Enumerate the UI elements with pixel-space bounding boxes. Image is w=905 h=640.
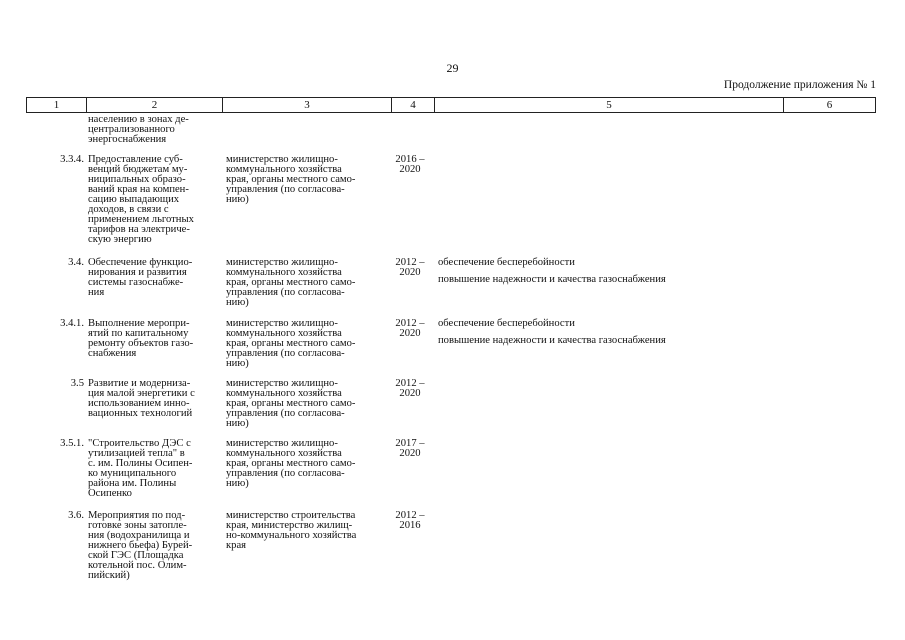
header-col-2: 2	[87, 98, 223, 112]
row-6-period: 2012 – 2016	[395, 510, 425, 531]
header-col-4: 4	[392, 98, 435, 112]
row-2-period: 2012 – 2020	[395, 257, 425, 278]
row-3-period: 2012 – 2020	[395, 318, 425, 339]
row-2-name: Обеспечение функцио- нирования и развития системы газоснабже- ния	[88, 257, 193, 298]
header-col-6: 6	[826, 99, 833, 111]
page-number: 29	[446, 61, 459, 75]
row-3-name: Выполнение меропри- ятий по капитальному ремонту объектов газо- снабжения	[88, 318, 194, 359]
row-4-name: Развитие и модерниза- ция малой энергетики с использованием инно- вационных технологий	[88, 378, 195, 419]
row-1-period: 2016 – 2020	[395, 154, 425, 175]
row-5-period: 2017 – 2020	[395, 438, 425, 459]
table-header	[26, 97, 876, 113]
row-3-executor: министерство жилищно- коммунального хозяйства края, органы местного само- управления (по согласова- нию)	[226, 318, 356, 369]
row-5-number: 3.5.1.	[60, 438, 84, 449]
header-col-1: 1	[27, 98, 87, 112]
row-6-name: Мероприятия по под- готовке зоны затопле- ния (водохранилища и нижнего бьефа) Бурей- ской ГЭС (Площадка котельной пос. Олим- пийский)	[88, 510, 193, 581]
row-5-executor: министерство жилищно- коммунального хозяйства края, органы местного само- управления (по согласова- нию)	[226, 438, 356, 489]
row-3-number: 3.4.1.	[60, 318, 84, 329]
row-1-number: 3.3.4.	[60, 154, 84, 165]
row-4-number: 3.5	[70, 378, 84, 389]
row-0-name: населению в зонах де- централизованного энергоснабжения	[88, 114, 189, 145]
row-4-executor: министерство жилищно- коммунального хозяйства края, органы местного само- управления (по согласова- нию)	[226, 378, 356, 429]
row-3-result: обеспечение бесперебойности повышение надежности и качества газоснабжения	[438, 318, 666, 346]
continuation-label: Продолжение приложения № 1	[723, 79, 876, 91]
row-1-name: Предоставление суб- венций бюджетам му- ниципальных образо- ваний края на компен- сацию выпадающих доходов, в связи с применением льготных тарифов на электриче- скую энергию	[88, 154, 194, 245]
header-col-5: 5	[435, 98, 784, 112]
row-2-result: обеспечение бесперебойности повышение надежности и качества газоснабжения	[438, 257, 666, 285]
row-2-number: 3.4.	[68, 257, 84, 268]
row-6-executor: министерство строительства края, министерство жилищ- но-коммунального хозяйства края	[226, 510, 357, 551]
row-2-executor: министерство жилищно- коммунального хозяйства края, органы местного само- управления (по согласова- нию)	[226, 257, 356, 308]
header-col-3: 3	[223, 98, 392, 112]
row-4-period: 2012 – 2020	[395, 378, 425, 399]
row-5-name: "Строительство ДЭС с утилизацией тепла" в с. им. Полины Осипен- ко муниципального района им. Полины Осипенко	[88, 438, 193, 499]
row-1-executor: министерство жилищно- коммунального хозяйства края, органы местного само- управления (по согласова- нию)	[226, 154, 356, 205]
row-6-number: 3.6.	[68, 510, 84, 521]
